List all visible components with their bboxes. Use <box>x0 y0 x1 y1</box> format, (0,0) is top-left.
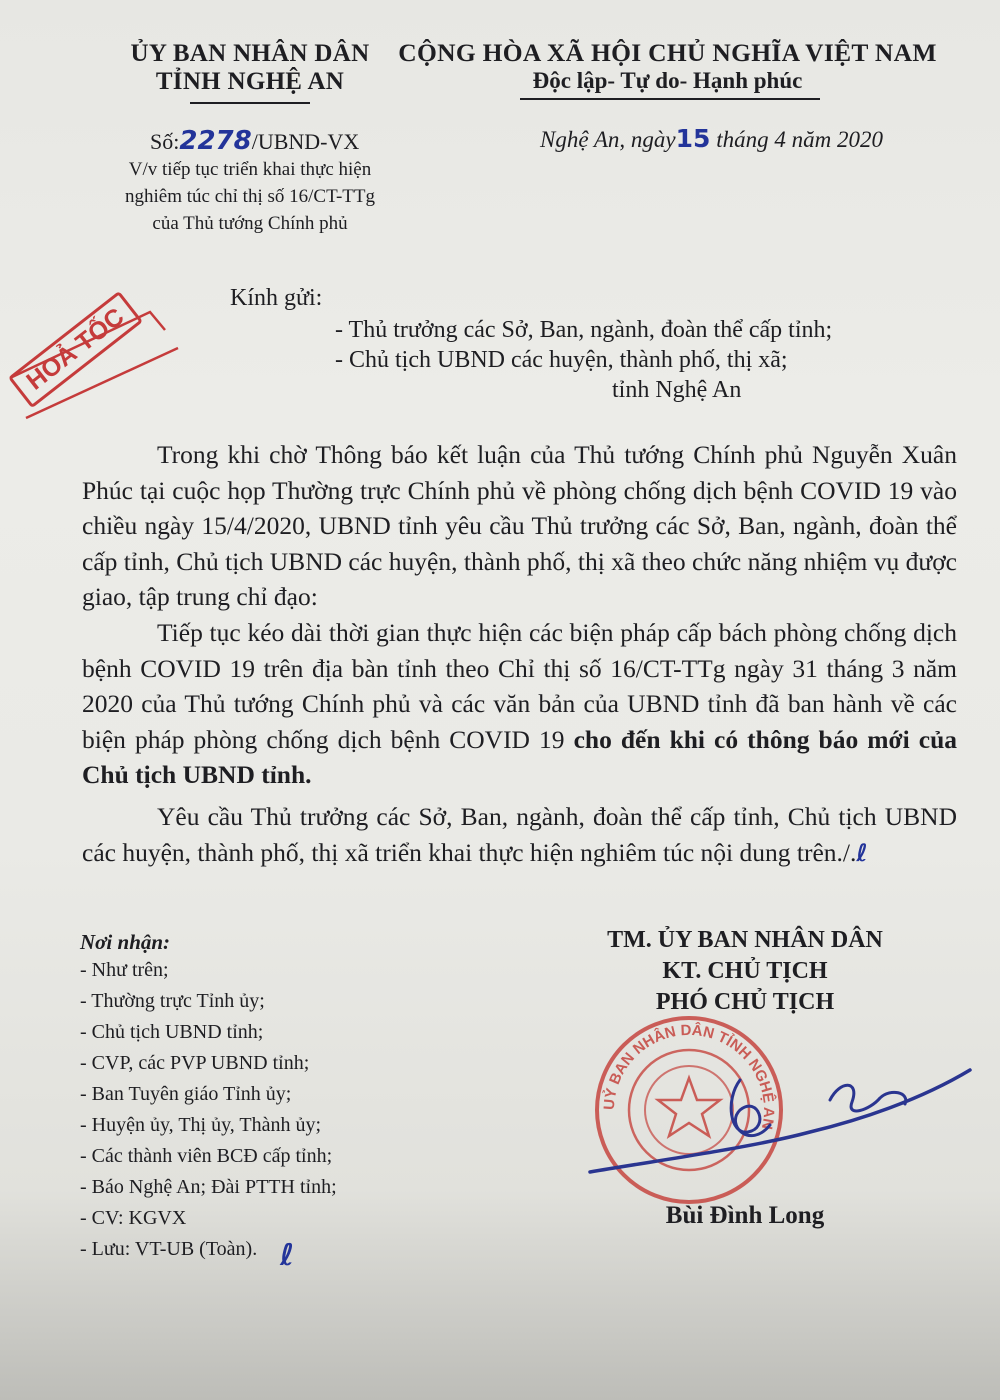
distribution-item: - CV: KGVX <box>80 1207 187 1229</box>
urgent-stamp-frame <box>0 300 180 440</box>
document-number <box>150 126 359 156</box>
signer-name: Bùi Đình Long <box>665 1202 825 1229</box>
body-paragraph-2-text: Tiếp tục kéo dài thời gian thực hiện các biện pháp cấp bách phòng chống dịch bệnh COVID 19 trên địa bàn tỉnh theo Chỉ thị số 16/CT-TTg ngày 31 tháng 3 năm 2020 của Thủ tướng Chính phủ và các văn bản của UBND tỉnh đã ban hành về các biện pháp phòng chống dịch bệnh COVID 19 <box>82 617 957 754</box>
distribution-item: - Lưu: VT-UB (Toàn). <box>80 1238 258 1260</box>
national-title: CỘNG HÒA XÃ HỘI CHỦ NGHĨA VIỆT NAM <box>398 38 937 67</box>
body-paragraph-3 <box>82 799 957 871</box>
doc-number-suffix: /UBND-VX <box>251 129 360 154</box>
issuer-underline <box>190 102 310 104</box>
document-body <box>82 437 957 871</box>
doc-number-handwritten: 2278 <box>179 126 252 156</box>
distribution-title: Nơi nhận: <box>80 930 171 954</box>
distribution-list <box>80 930 440 1265</box>
distribution-item: - Ban Tuyên giáo Tỉnh ủy; <box>80 1083 292 1105</box>
distribution-item: - Chủ tịch UBND tỉnh; <box>80 1021 264 1043</box>
issuer-line2: TỈNH NGHỆ AN <box>155 68 345 95</box>
national-motto: Độc lập- Tự do- Hạnh phúc <box>532 68 803 93</box>
issuer-line1: ỦY BAN NHÂN DÂN <box>130 40 370 67</box>
seal-ring-text: UỶ BAN NHÂN DÂN TỈNH NGHỆ AN <box>600 1021 778 1131</box>
signature-line2: KT. CHỦ TỊCH <box>662 958 828 984</box>
body-paragraph-2-emphasis: cho đến khi có thông báo mới của Chủ tịch UBND tỉnh. <box>82 724 957 790</box>
signature-line3: PHÓ CHỦ TỊCH <box>655 989 835 1015</box>
recipient-greeting: Kính gửi: <box>230 285 323 311</box>
document-date <box>540 124 883 153</box>
urgent-stamp-text: HOẢ TỐC <box>21 302 130 396</box>
document-subject <box>80 156 420 237</box>
motto-underline <box>520 98 820 100</box>
handwritten-signature <box>580 1040 980 1180</box>
distribution-item: - Như trên; <box>80 959 169 981</box>
distribution-item: - Các thành viên BCĐ cấp tỉnh; <box>80 1145 333 1167</box>
distribution-item: - Báo Nghệ An; Đài PTTH tỉnh; <box>80 1176 337 1198</box>
date-suffix: tháng 4 năm 2020 <box>716 127 883 152</box>
distribution-item: - Huyện ủy, Thị ủy, Thành ủy; <box>80 1114 322 1136</box>
national-heading <box>395 38 940 94</box>
date-prefix: Nghệ An, ngày <box>540 127 676 152</box>
recipient-line3: tỉnh Nghệ An <box>612 377 742 403</box>
distribution-initial-mark: ℓ <box>280 1238 295 1273</box>
recipient-line1: - Thủ trưởng các Sở, Ban, ngành, đoàn thể cấp tỉnh; <box>335 317 833 343</box>
subject-line1: V/v tiếp tục triển khai thực hiện <box>128 159 372 180</box>
signature-line1: TM. ỦY BAN NHÂN DÂN <box>607 927 883 953</box>
body-paragraph-1: Trong khi chờ Thông báo kết luận của Thủ tướng Chính phủ Nguyễn Xuân Phúc tại cuộc họp Thường trực Chính phủ về phòng chống dịch bệnh COVID 19 vào chiều ngày 15/4/2020, UBND tỉnh yêu cầu Thủ trưởng các Sở, Ban, ngành, đoàn thể cấp tỉnh, Chủ tịch UBND các huyện, thành phố, thị xã theo chức năng nhiệm vụ được giao, tập trung chỉ đạo: <box>82 440 957 612</box>
body-paragraph-2 <box>82 615 957 793</box>
subject-line3: của Thủ tướng Chính phủ <box>152 213 348 234</box>
distribution-items <box>80 955 440 1265</box>
distribution-item: - CVP, các PVP UBND tỉnh; <box>80 1052 310 1074</box>
body-initial-mark: ℓ <box>856 838 868 867</box>
subject-line2: nghiêm túc chỉ thị số 16/CT-TTg <box>125 186 375 207</box>
body-paragraph-3-text: Yêu cầu Thủ trưởng các Sở, Ban, ngành, đoàn thể cấp tỉnh, Chủ tịch UBND các huyện, thành phố, thị xã triển khai thực hiện nghiêm túc nội dung trên./. <box>82 801 957 867</box>
issuer-name <box>120 40 380 96</box>
date-day-handwritten: 15 <box>675 124 711 153</box>
doc-number-prefix: Số: <box>150 129 180 154</box>
distribution-item: - Thường trực Tỉnh ủy; <box>80 990 265 1012</box>
signature-block <box>550 925 940 1018</box>
recipient-line2: - Chủ tịch UBND các huyện, thành phố, thị xã; <box>335 347 788 373</box>
